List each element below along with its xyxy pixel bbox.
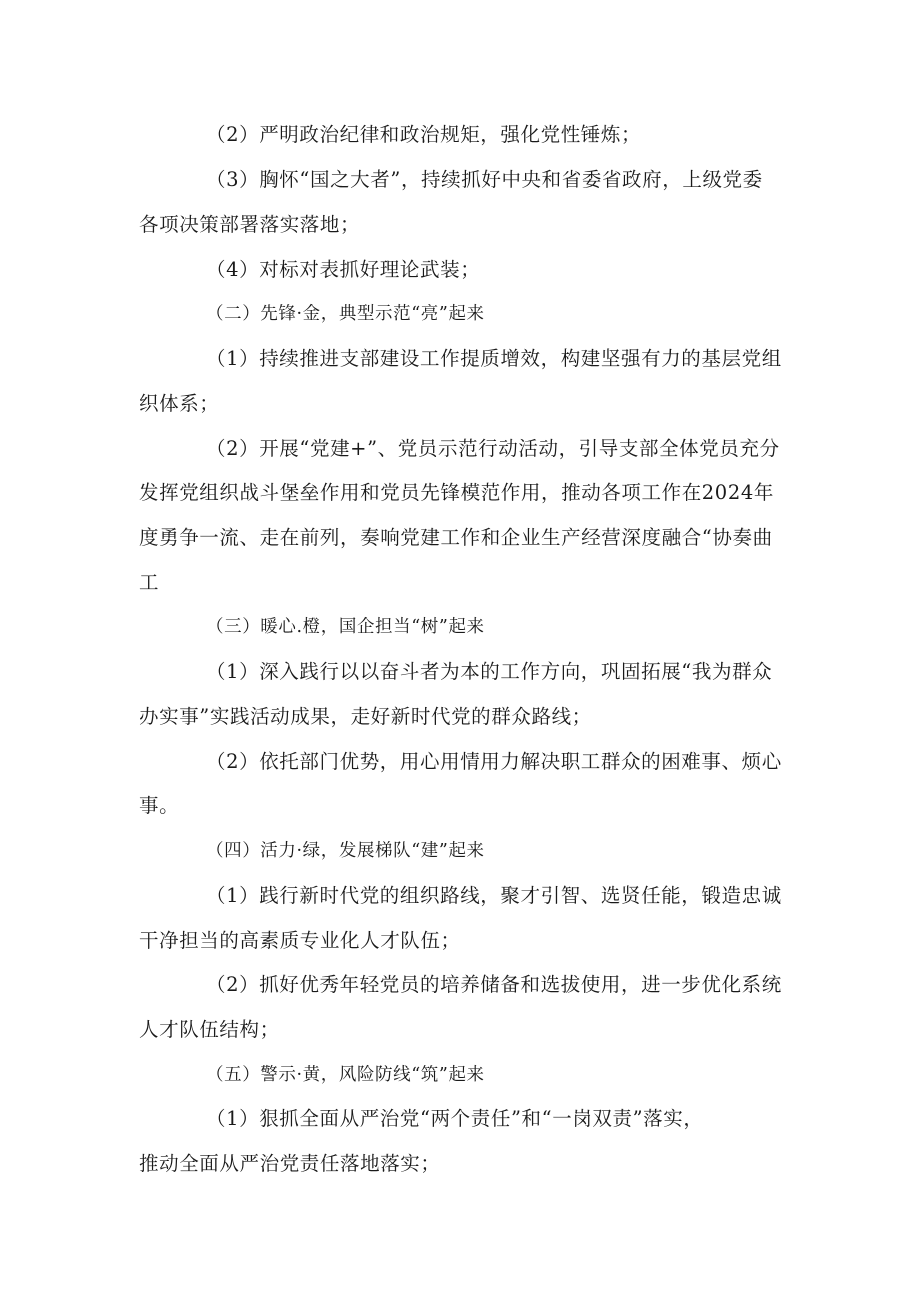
text-line: 推动全面从严治党责任落地落实；: [139, 1152, 441, 1175]
text-line: 织体系；: [139, 392, 220, 415]
text-line: （2）抓好优秀年轻党员的培养储备和选拔使用，进一步优化系统: [206, 973, 782, 996]
text-line: 度勇争一流、走在前列，奏响党建工作和企业生产经营深度融合“协奏曲: [139, 526, 773, 549]
section-heading: （四）活力·绿，发展梯队“建”起来: [206, 841, 485, 861]
text-line: （2）严明政治纪律和政治规矩，强化党性锤炼；: [206, 123, 642, 146]
text-line: 各项决策部署落实落地；: [139, 213, 361, 236]
text-line: 办实事”实践活动成果，走好新时代党的群众路线；: [139, 705, 592, 728]
section-heading: （二）先锋·金，典型示范“亮”起来: [206, 304, 485, 324]
section-heading: （三）暖心.橙，国企担当“树”起来: [206, 617, 485, 637]
text-line: （2）开展“党建+”、党员示范行动活动，引导支部全体党员充分: [206, 437, 780, 460]
text-line: （1）深入践行以以奋斗者为本的工作方向，巩固拓展“我为群众: [206, 660, 773, 683]
text-line: 事。: [139, 794, 180, 817]
text-line: （1）持续推进支部建设工作提质增效，构建坚强有力的基层党组: [206, 347, 782, 370]
text-line: 工: [139, 571, 160, 594]
section-heading: （五）警示·黄，风险防线“筑”起来: [206, 1065, 485, 1085]
text-line: （1）狠抓全面从严治党“两个责任”和“一岗双责”落实，: [206, 1107, 704, 1130]
text-line: （3）胸怀“国之大者”，持续抓好中央和省委省政府，上级党委: [206, 168, 763, 191]
text-line: （2）依托部门优势，用心用情用力解决职工群众的困难事、烦心: [206, 750, 782, 773]
text-line: 人才队伍结构；: [139, 1018, 280, 1041]
text-line: （1）践行新时代党的组织路线，聚才引智、选贤任能，锻造忠诚: [206, 884, 782, 907]
text-line: 发挥党组织战斗堡垒作用和党员先锋模范作用，推动各项工作在2024年: [139, 481, 774, 504]
text-line: （4）对标对表抓好理论武装；: [206, 258, 481, 281]
text-line: 干净担当的高素质专业化人才队伍；: [139, 929, 461, 952]
